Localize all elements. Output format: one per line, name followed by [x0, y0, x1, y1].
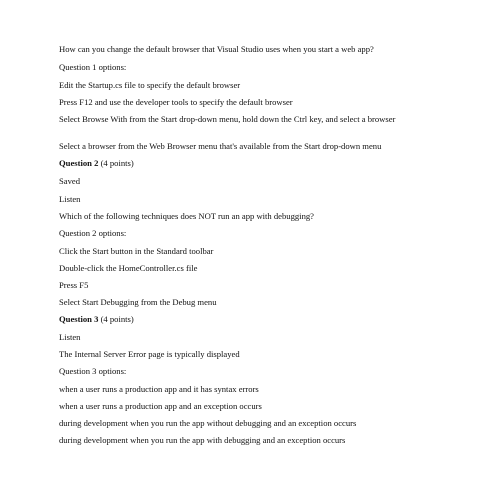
question-3-heading: Question 3	[59, 314, 99, 324]
question-2-listen-link[interactable]: Listen	[59, 194, 81, 204]
question-2-points: (4 points)	[100, 158, 134, 168]
question-3-option-c: during development when you run the app without debugging and an exception occurs	[59, 418, 357, 428]
question-3-points: (4 points)	[100, 314, 134, 324]
question-2-status: Saved	[59, 176, 81, 186]
question-3-listen-link[interactable]: Listen	[59, 332, 81, 342]
question-3-option-d: during development when you run the app with debugging and an exception occurs	[59, 435, 346, 445]
question-2-heading: Question 2	[59, 158, 99, 168]
question-3-header	[59, 314, 437, 324]
question-1-option-d: Select a browser from the Web Browser menu that's available from the Start drop-down menu	[59, 141, 382, 151]
question-2-header	[59, 158, 437, 168]
question-2-option-c: Press F5	[59, 280, 89, 290]
question-2-option-a: Click the Start button in the Standard toolbar	[59, 246, 214, 256]
question-2-option-b: Double-click the HomeController.cs file	[59, 263, 198, 273]
question-1-options-label: Question 1 options:	[59, 62, 127, 72]
question-1-option-c: Select Browse With from the Start drop-down menu, hold down the Ctrl key, and select a browser	[59, 114, 396, 124]
question-3-options-label: Question 3 options:	[59, 366, 127, 376]
question-3-option-b: when a user runs a production app and an exception occurs	[59, 401, 262, 411]
question-2-options-label: Question 2 options:	[59, 228, 127, 238]
question-2-prompt: Which of the following techniques does NOT run an app with debugging?	[59, 211, 314, 221]
question-2-option-d: Select Start Debugging from the Debug menu	[59, 297, 217, 307]
question-1-option-a: Edit the Startup.cs file to specify the default browser	[59, 80, 241, 90]
question-1-prompt: How can you change the default browser that Visual Studio uses when you start a web app?	[59, 44, 374, 54]
question-3-prompt: The Internal Server Error page is typically displayed	[59, 349, 240, 359]
question-1-option-b: Press F12 and use the developer tools to specify the default browser	[59, 97, 293, 107]
question-3-option-a: when a user runs a production app and it has syntax errors	[59, 384, 259, 394]
